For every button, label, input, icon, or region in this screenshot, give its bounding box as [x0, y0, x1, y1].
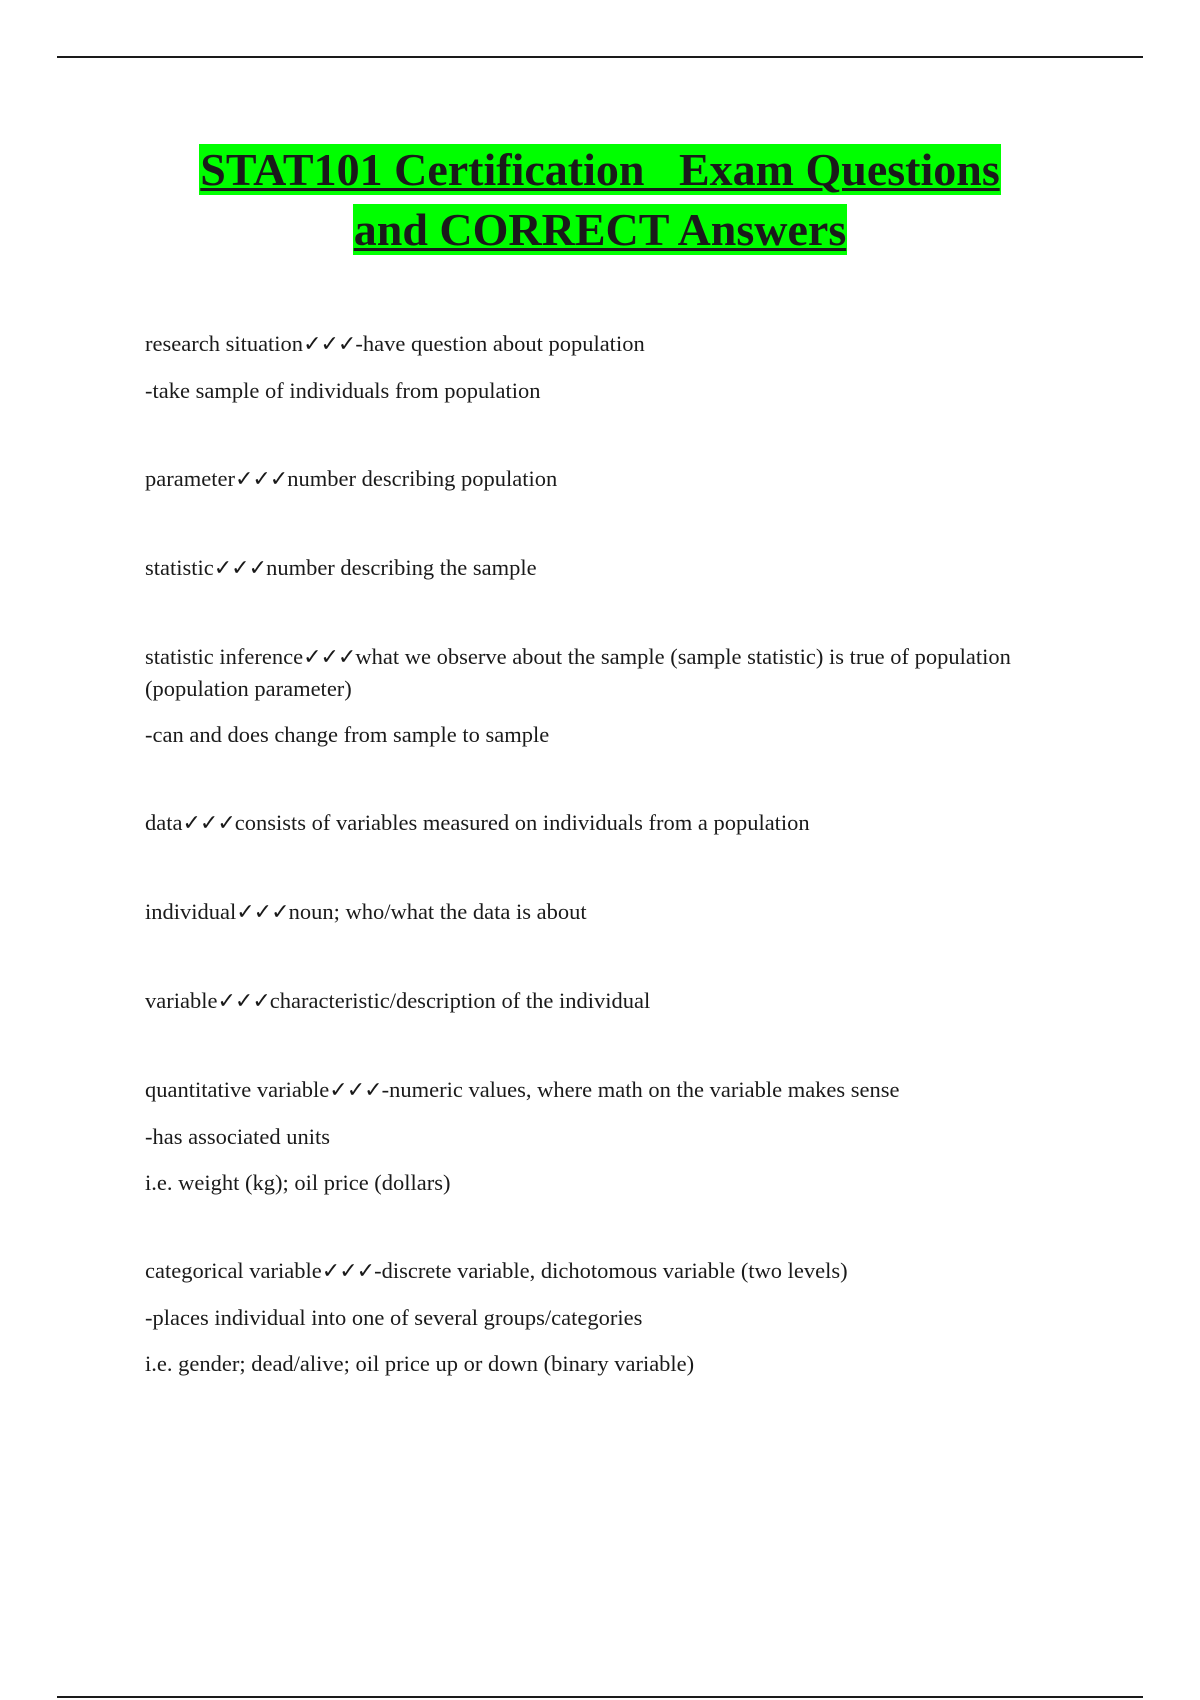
entry-answer: -discrete variable, dichotomous variable (two levels): [374, 1258, 848, 1283]
entry-term: categorical variable: [145, 1258, 322, 1283]
entry-term: statistic inference: [145, 644, 304, 669]
entry-term: statistic: [145, 555, 214, 580]
entry-first-line: [145, 552, 1025, 584]
checkmarks-icon: ✓✓✓: [329, 1078, 382, 1103]
entry-first-line: [145, 807, 1025, 839]
entry-answer: characteristic/description of the individual: [269, 988, 651, 1013]
qa-entry: [145, 328, 1025, 406]
qa-entry: [145, 463, 1025, 495]
qa-entry: [145, 1255, 1025, 1379]
entry-term: data: [145, 810, 183, 835]
checkmarks-icon: ✓✓✓: [321, 1259, 375, 1284]
entry-answer: number describing population: [287, 466, 558, 491]
checkmarks-icon: ✓✓✓: [182, 811, 235, 836]
entry-answer-line: -can and does change from sample to sample: [145, 722, 550, 747]
entry-answer-line: i.e. gender; dead/alive; oil price up or down (binary variable): [145, 1351, 695, 1376]
entry-first-line: [145, 1074, 1025, 1106]
entry-answer: noun; who/what the data is about: [288, 899, 587, 924]
entry-first-line: [145, 463, 1025, 495]
entry-term: parameter: [145, 466, 235, 491]
entry-term: research situation: [145, 331, 304, 356]
qa-entry: [145, 641, 1025, 750]
checkmarks-icon: ✓✓✓: [303, 645, 356, 670]
entry-answer-line: i.e. weight (kg); oil price (dollars): [145, 1170, 451, 1195]
entry-answer: what we observe about the sample (sample statistic) is true of population (population parameter): [145, 644, 1011, 701]
qa-list: [145, 328, 1025, 1436]
checkmarks-icon: ✓✓✓: [217, 989, 270, 1014]
entry-first-line: [145, 641, 1025, 704]
entry-first-line: [145, 896, 1025, 928]
top-rule: [57, 56, 1143, 58]
qa-entry: [145, 1074, 1025, 1198]
entry-answer-line: -places individual into one of several groups/categories: [145, 1305, 643, 1330]
qa-entry: [145, 896, 1025, 928]
checkmarks-icon: ✓✓✓: [213, 556, 267, 581]
entry-answer: -have question about population: [355, 331, 645, 356]
entry-first-line: [145, 1255, 1025, 1287]
document-title: [57, 140, 1143, 260]
entry-first-line: [145, 328, 1025, 360]
entry-answer-line: -take sample of individuals from population: [145, 378, 541, 403]
checkmarks-icon: ✓✓✓: [236, 900, 289, 925]
qa-entry: [145, 552, 1025, 584]
entry-answer-line: -has associated units: [145, 1124, 330, 1149]
entry-first-line: [145, 985, 1025, 1017]
qa-entry: [145, 807, 1025, 839]
entry-answer: consists of variables measured on individuals from a population: [234, 810, 810, 835]
entry-term: individual: [145, 899, 237, 924]
entry-answer: number describing the sample: [266, 555, 537, 580]
bottom-rule: [57, 1696, 1143, 1698]
title-line-1: STAT101 Certification Exam Questions: [200, 144, 1000, 195]
entry-term: variable: [145, 988, 218, 1013]
qa-entry: [145, 985, 1025, 1017]
checkmarks-icon: ✓✓✓: [234, 467, 288, 492]
checkmarks-icon: ✓✓✓: [303, 332, 356, 357]
entry-term: quantitative variable: [145, 1077, 330, 1102]
title-line-2: and CORRECT Answers: [353, 204, 847, 255]
entry-answer: -numeric values, where math on the variable makes sense: [381, 1077, 900, 1102]
